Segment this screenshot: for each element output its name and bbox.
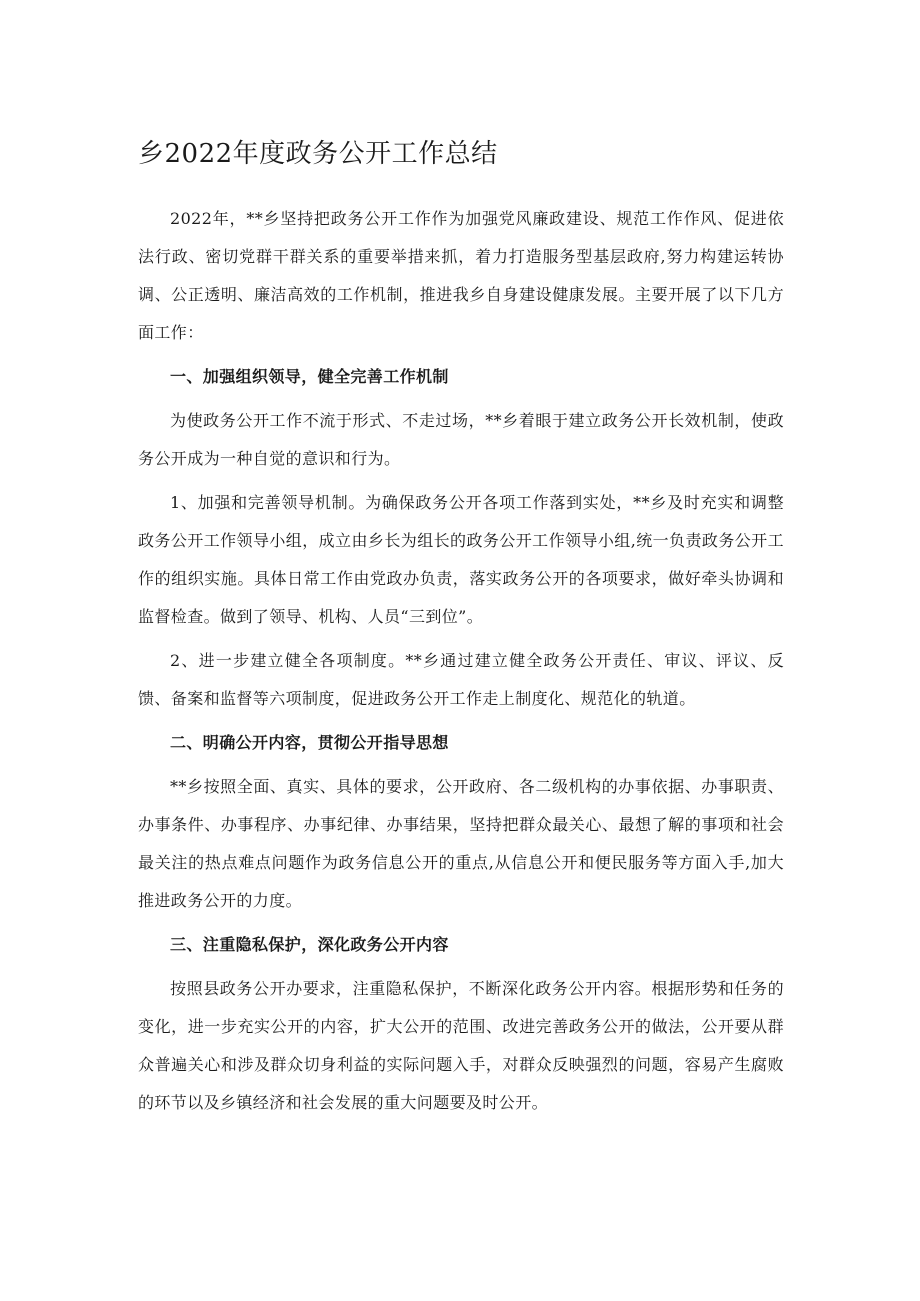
section-1-paragraph-1: 为使政务公开工作不流于形式、不走过场，**乡着眼于建立政务公开长效机制，使政务公开成为一种自觉的意识和行为。 [138, 411, 784, 468]
section-1-paragraph-3: 2、进一步建立健全各项制度。**乡通过建立健全政务公开责任、审议、评议、反馈、备案和监督等六项制度，促进政务公开工作走上制度化、规范化的轨道。 [138, 651, 784, 708]
section-1-paragraph-2: 1、加强和完善领导机制。为确保政务公开各项工作落到实处，**乡及时充实和调整政务公开工作领导小组，成立由乡长为组长的政务公开工作领导小组,统一负责政务公开工作的组织实施。具体日常工作由党政办负责，落实政务公开的各项要求，做好牵头协调和监督检查。做到了领导、机构、人员“三到位”。 [138, 493, 784, 626]
section-2-heading: 二、明确公开内容，贯彻公开指导思想 [170, 733, 449, 752]
section-3-heading: 三、注重隐私保护，深化政务公开内容 [170, 935, 449, 954]
section-2-paragraph-1: **乡按照全面、真实、具体的要求，公开政府、各二级机构的办事依据、办事职责、办事条件、办事程序、办事纪律、办事结果，坚持把群众最关心、最想了解的事项和社会最关注的热点难点问题作为政务信息公开的重点,从信息公开和便民服务等方面入手,加大推进政务公开的力度。 [138, 777, 784, 910]
section-3-paragraph-1: 按照县政务公开办要求，注重隐私保护，不断深化政务公开内容。根据形势和任务的变化，进一步充实公开的内容，扩大公开的范围、改进完善政务公开的做法，公开要从群众普遍关心和涉及群众切身利益的实际问题入手，对群众反映强烈的问题，容易产生腐败的环节以及乡镇经济和社会发展的重大问题要及时公开。 [138, 979, 784, 1112]
intro-paragraph: 2022年，**乡坚持把政务公开工作作为加强党风廉政建设、规范工作作风、促进依法行政、密切党群干群关系的重要举措来抓，着力打造服务型基层政府,努力构建运转协调、公正透明、廉洁高效的工作机制，推进我乡自身建设健康发展。主要开展了以下几方面工作： [138, 209, 784, 342]
document-body [138, 200, 784, 1128]
document-title: 乡2022年度政务公开工作总结 [138, 139, 498, 169]
section-1-heading: 一、加强组织领导，健全完善工作机制 [170, 367, 449, 386]
